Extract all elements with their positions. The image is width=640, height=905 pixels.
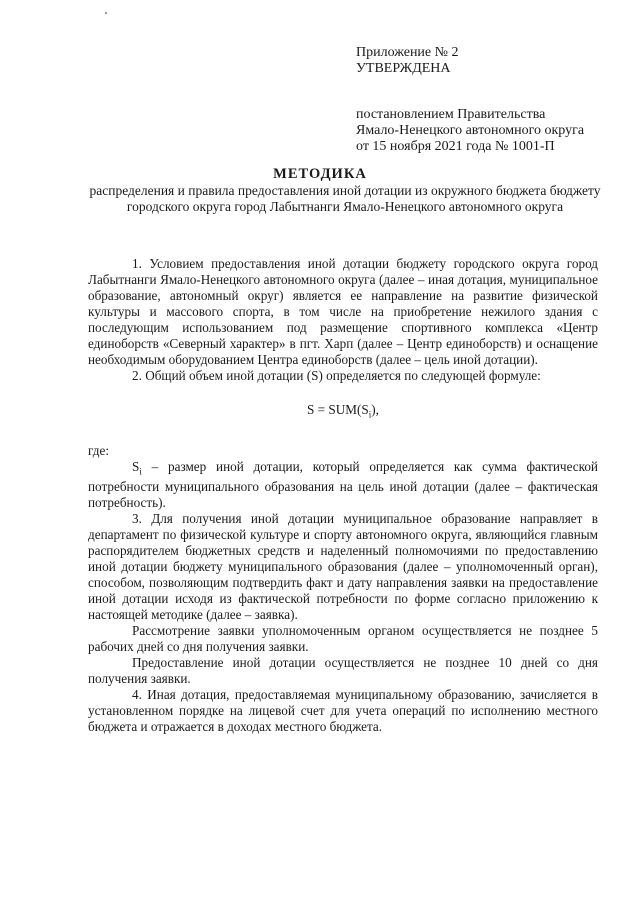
document-subtitle: распределения и правила предоставления иной дотации из окружного бюджета бюджету городского округа город Лабытнанги Ямало-Ненецкого автономного округа — [89, 183, 601, 214]
appendix-number: Приложение № 2 — [356, 45, 459, 60]
formula-end: ), — [371, 402, 379, 417]
formula — [88, 402, 598, 423]
paragraph-5: Предоставление иной дотации осуществляется не позднее 10 дней со дня получения заявки. — [88, 655, 598, 687]
paragraph-3: 3. Для получения иной дотации муниципальное образование направляет в департамент по физической культуре и спорту автономного округа, являющийся главным распорядителем бюджетных средств и наделенный полномочиями по предоставлению иной дотации бюджету муниципального образования (далее – уполномоченный орган), способом, позволяющим подтвердить факт и дату направления заявки на предоставление иной дотации исходя из фактической потребности по форме согласно приложению к настоящей методике (далее – заявка). — [88, 511, 598, 623]
scan-speck — [105, 12, 107, 14]
paragraph-4: Рассмотрение заявки уполномоченным органом осуществляется не позднее 5 рабочих дней со дня получения заявки. — [88, 623, 598, 655]
formula-main: S = SUM(S — [307, 402, 369, 417]
where-label: где: — [88, 442, 109, 458]
document-title: МЕТОДИКА — [273, 166, 367, 182]
paragraph-si-definition — [88, 459, 598, 512]
si-subscript: i — [139, 466, 142, 477]
approved-label: УТВЕРЖДЕНА — [356, 61, 451, 76]
decree-line-1: постановлением Правительства — [356, 107, 546, 122]
si-symbol: S — [132, 458, 140, 474]
formula-subscript: i — [368, 409, 372, 420]
decree-line-2: Ямало-Ненецкого автономного округа — [356, 123, 585, 138]
decree-line-3: от 15 ноября 2021 года № 1001-П — [356, 139, 555, 154]
paragraph-1: 1. Условием предоставления иной дотации бюджету городского округа город Лабытнанги Ямало-Ненецкого автономного округа (далее – иная дотация, муниципальное образование, автономный округ) является ее направление на развитие физической культуры и массового спорта, в том числе на приобретение нежилого здания с последующим использованием под размещение спортивного комплекса «Центр единоборств «Северный характер» в пгт. Харп (далее – Центр единоборств) и оснащение необходимым оборудованием Центра единоборств (далее – цель иной дотации). — [88, 256, 598, 367]
paragraph-2: 2. Общий объем иной дотации (S) определяется по следующей формуле: — [132, 368, 541, 383]
document-body — [88, 256, 598, 735]
approval-block — [356, 45, 616, 155]
paragraph-6: 4. Иная дотация, предоставляемая муниципальному образованию, зачисляется в установленном порядке на лицевой счет для учета операций по исполнению местного бюджета и отражается в доходах местного бюджета. — [88, 687, 598, 735]
si-text: – размер иной дотации, который определяется как сумма фактической потребности муниципального образования на цель иной дотации (далее – фактическая потребность). — [88, 458, 598, 511]
